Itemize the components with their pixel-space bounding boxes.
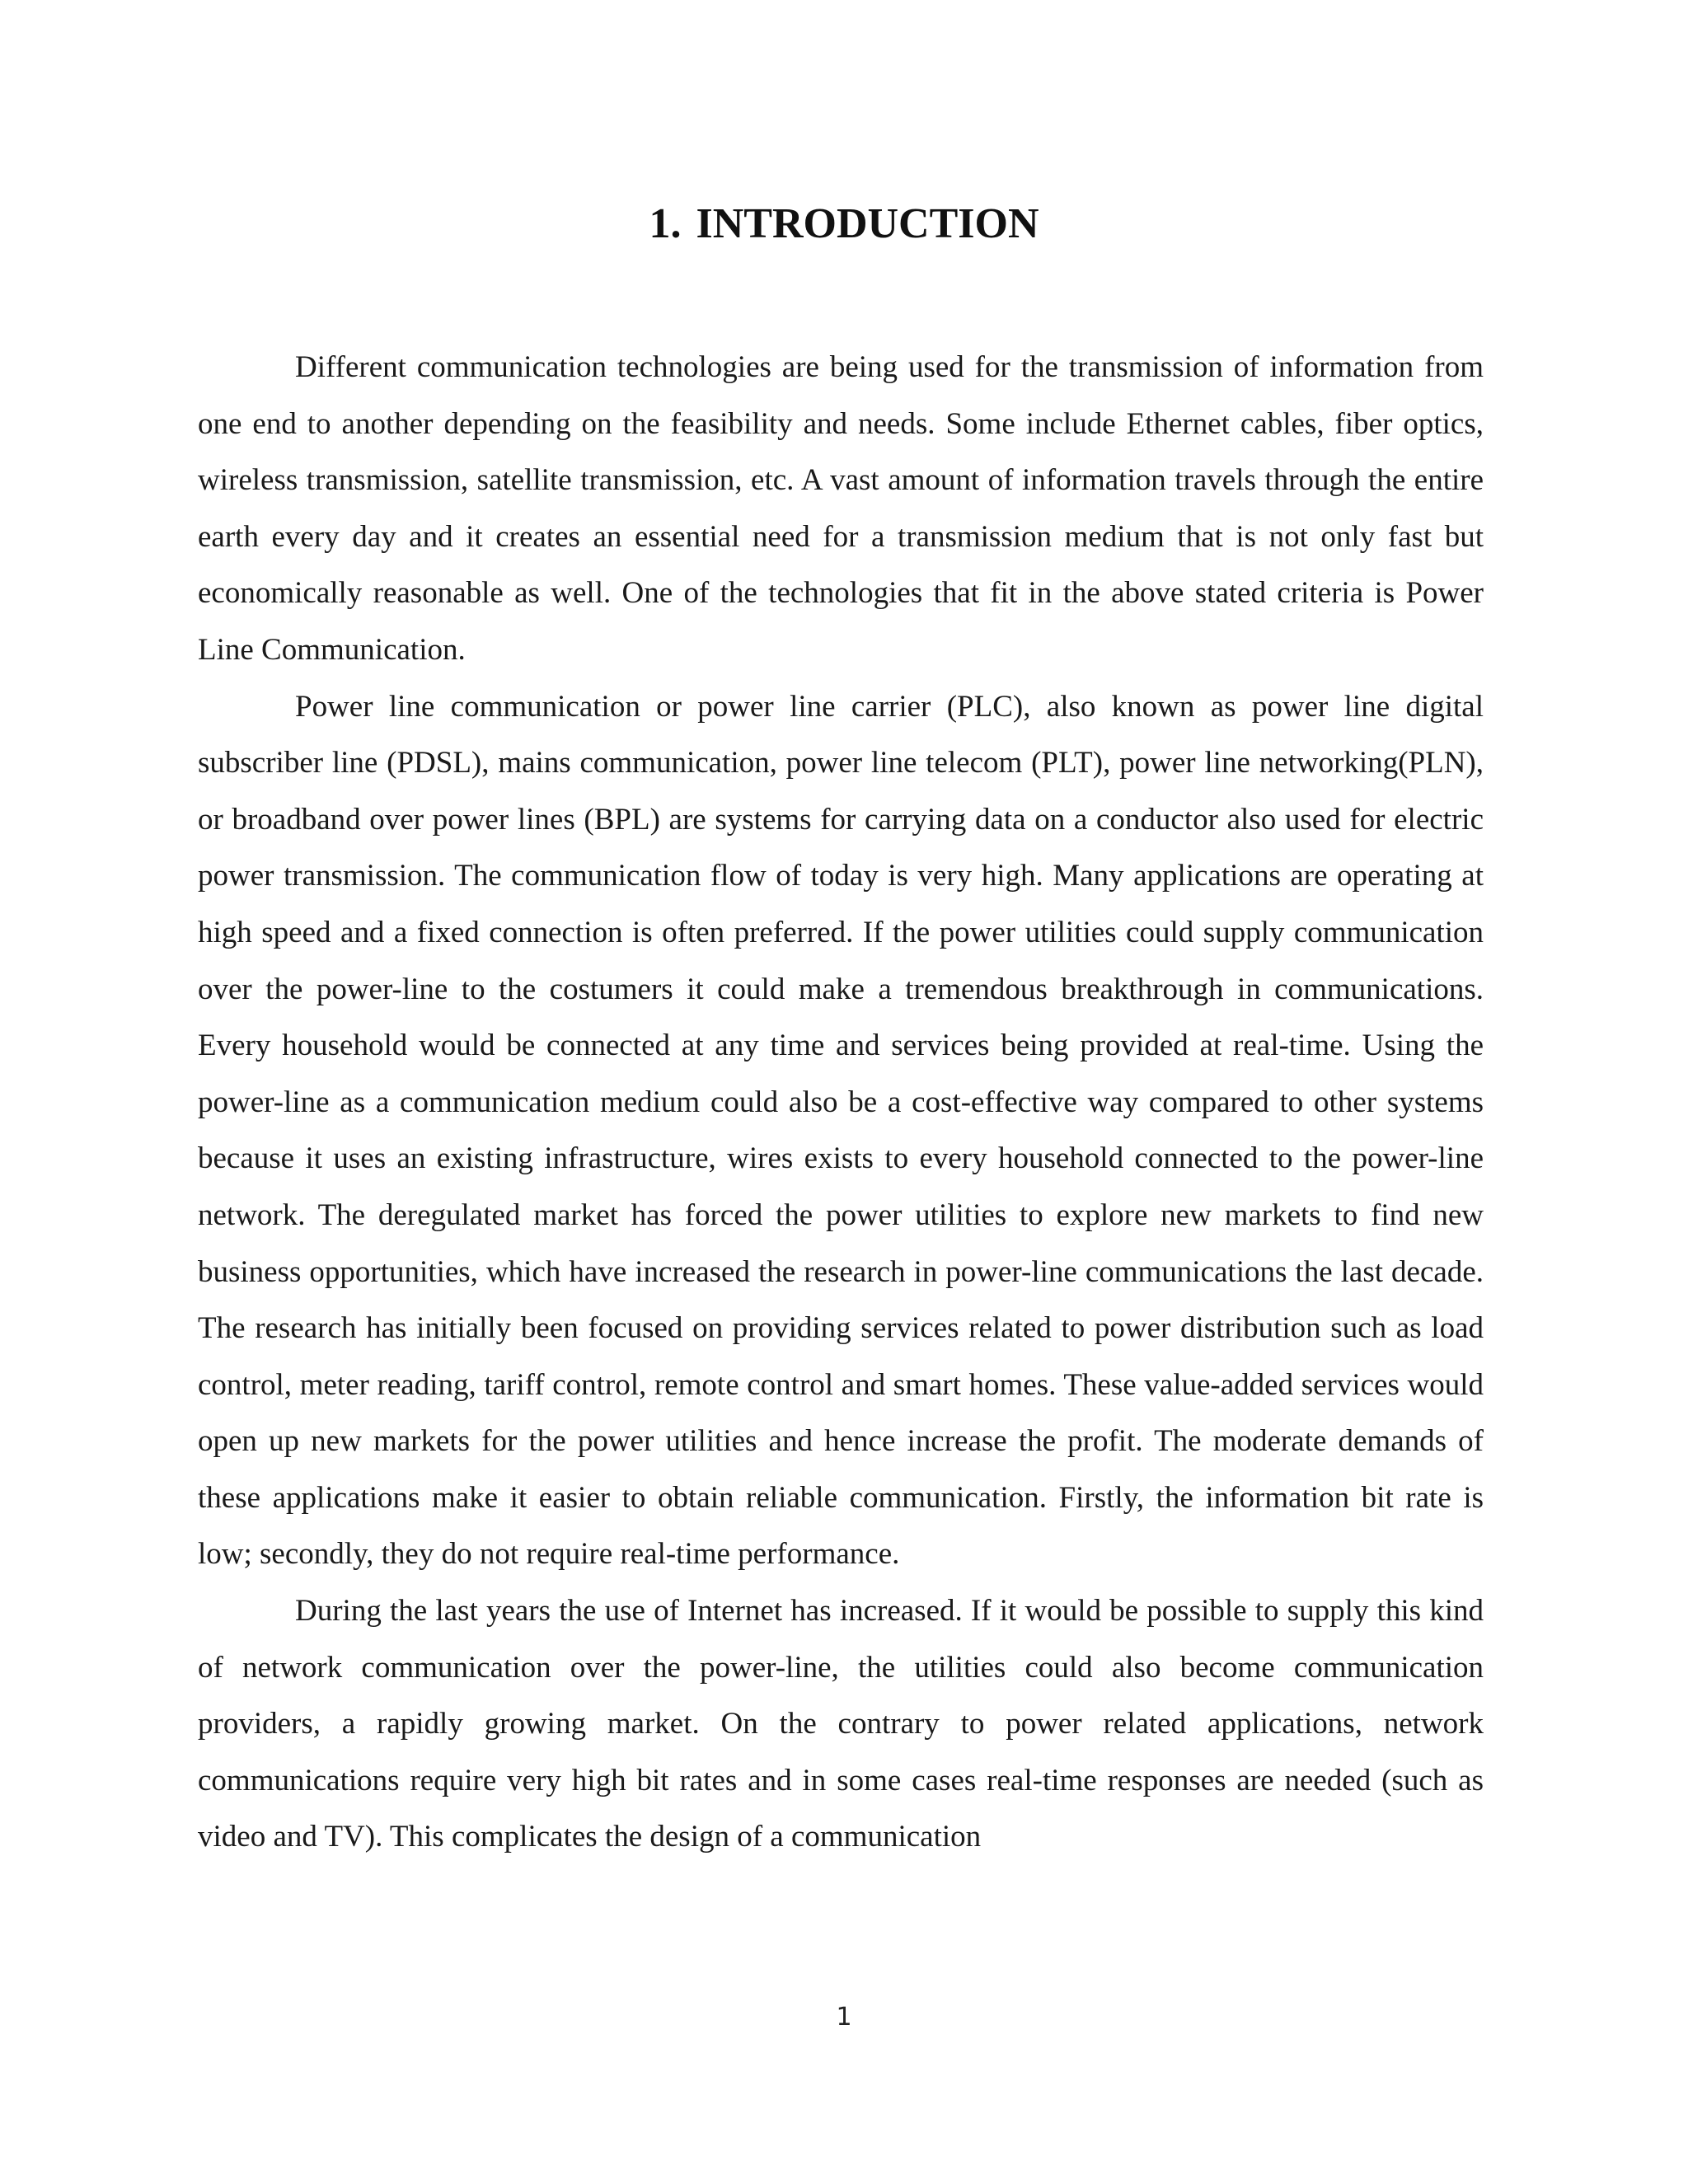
paragraph-3: During the last years the use of Internet has increased. If it would be possible to supply this kind of network communication over the power-line, the utilities could also become communication providers, a rapidly growing market. On the contrary to power related applications, network communications require very high bit rates and in some cases real-time responses are needed (such as video and TV). This complicates the design of a communication bbox=[198, 1594, 1484, 1854]
body-text bbox=[198, 340, 1484, 1866]
paragraph-1: Different communication technologies are being used for the transmission of information from one end to another depending on the feasibility and needs. Some include Ethernet cables, fiber optics, wireless transmission, satellite transmission, etc. A vast amount of information travels through the entire earth every day and it creates an essential need for a transmission medium that is not only fast but economically reasonable as well. One of the technologies that fit in the above stated criteria is Power Line Communication. bbox=[198, 350, 1484, 667]
chapter-heading bbox=[0, 191, 1688, 257]
chapter-title: INTRODUCTION bbox=[696, 200, 1039, 247]
chapter-number: 1. bbox=[649, 200, 682, 247]
page-number: 1 bbox=[836, 2003, 852, 2032]
paragraph-2: Power line communication or power line carrier (PLC), also known as power line digital subscriber line (PDSL), mains communication, power line telecom (PLT), power line networking(PLN), or broadband over power lines (BPL) are systems for carrying data on a conductor also used for electric power transmission. The communication flow of today is very high. Many applications are operating at high speed and a fixed connection is often preferred. If the power utilities could supply communication over the power-line to the costumers it could make a tremendous breakthrough in communications. Every household would be connected at any time and services being provided at real-time. Using the power-line as a communication medium could also be a cost-effective way compared to other systems because it uses an existing infrastructure, wires exists to every household connected to the power-line network. The deregulated market has forced the power utilities to explore new markets to find new business opportunities, which have increased the research in power-line communications the last decade. The research has initially been focused on providing services related to power distribution such as load control, meter reading, tariff control, remote control and smart homes. These value-added services would open up new markets for the power utilities and hence increase the profit. The moderate demands of these applications make it easier to obtain reliable communication. Firstly, the information bit rate is low; secondly, they do not require real-time performance. bbox=[198, 689, 1484, 1572]
